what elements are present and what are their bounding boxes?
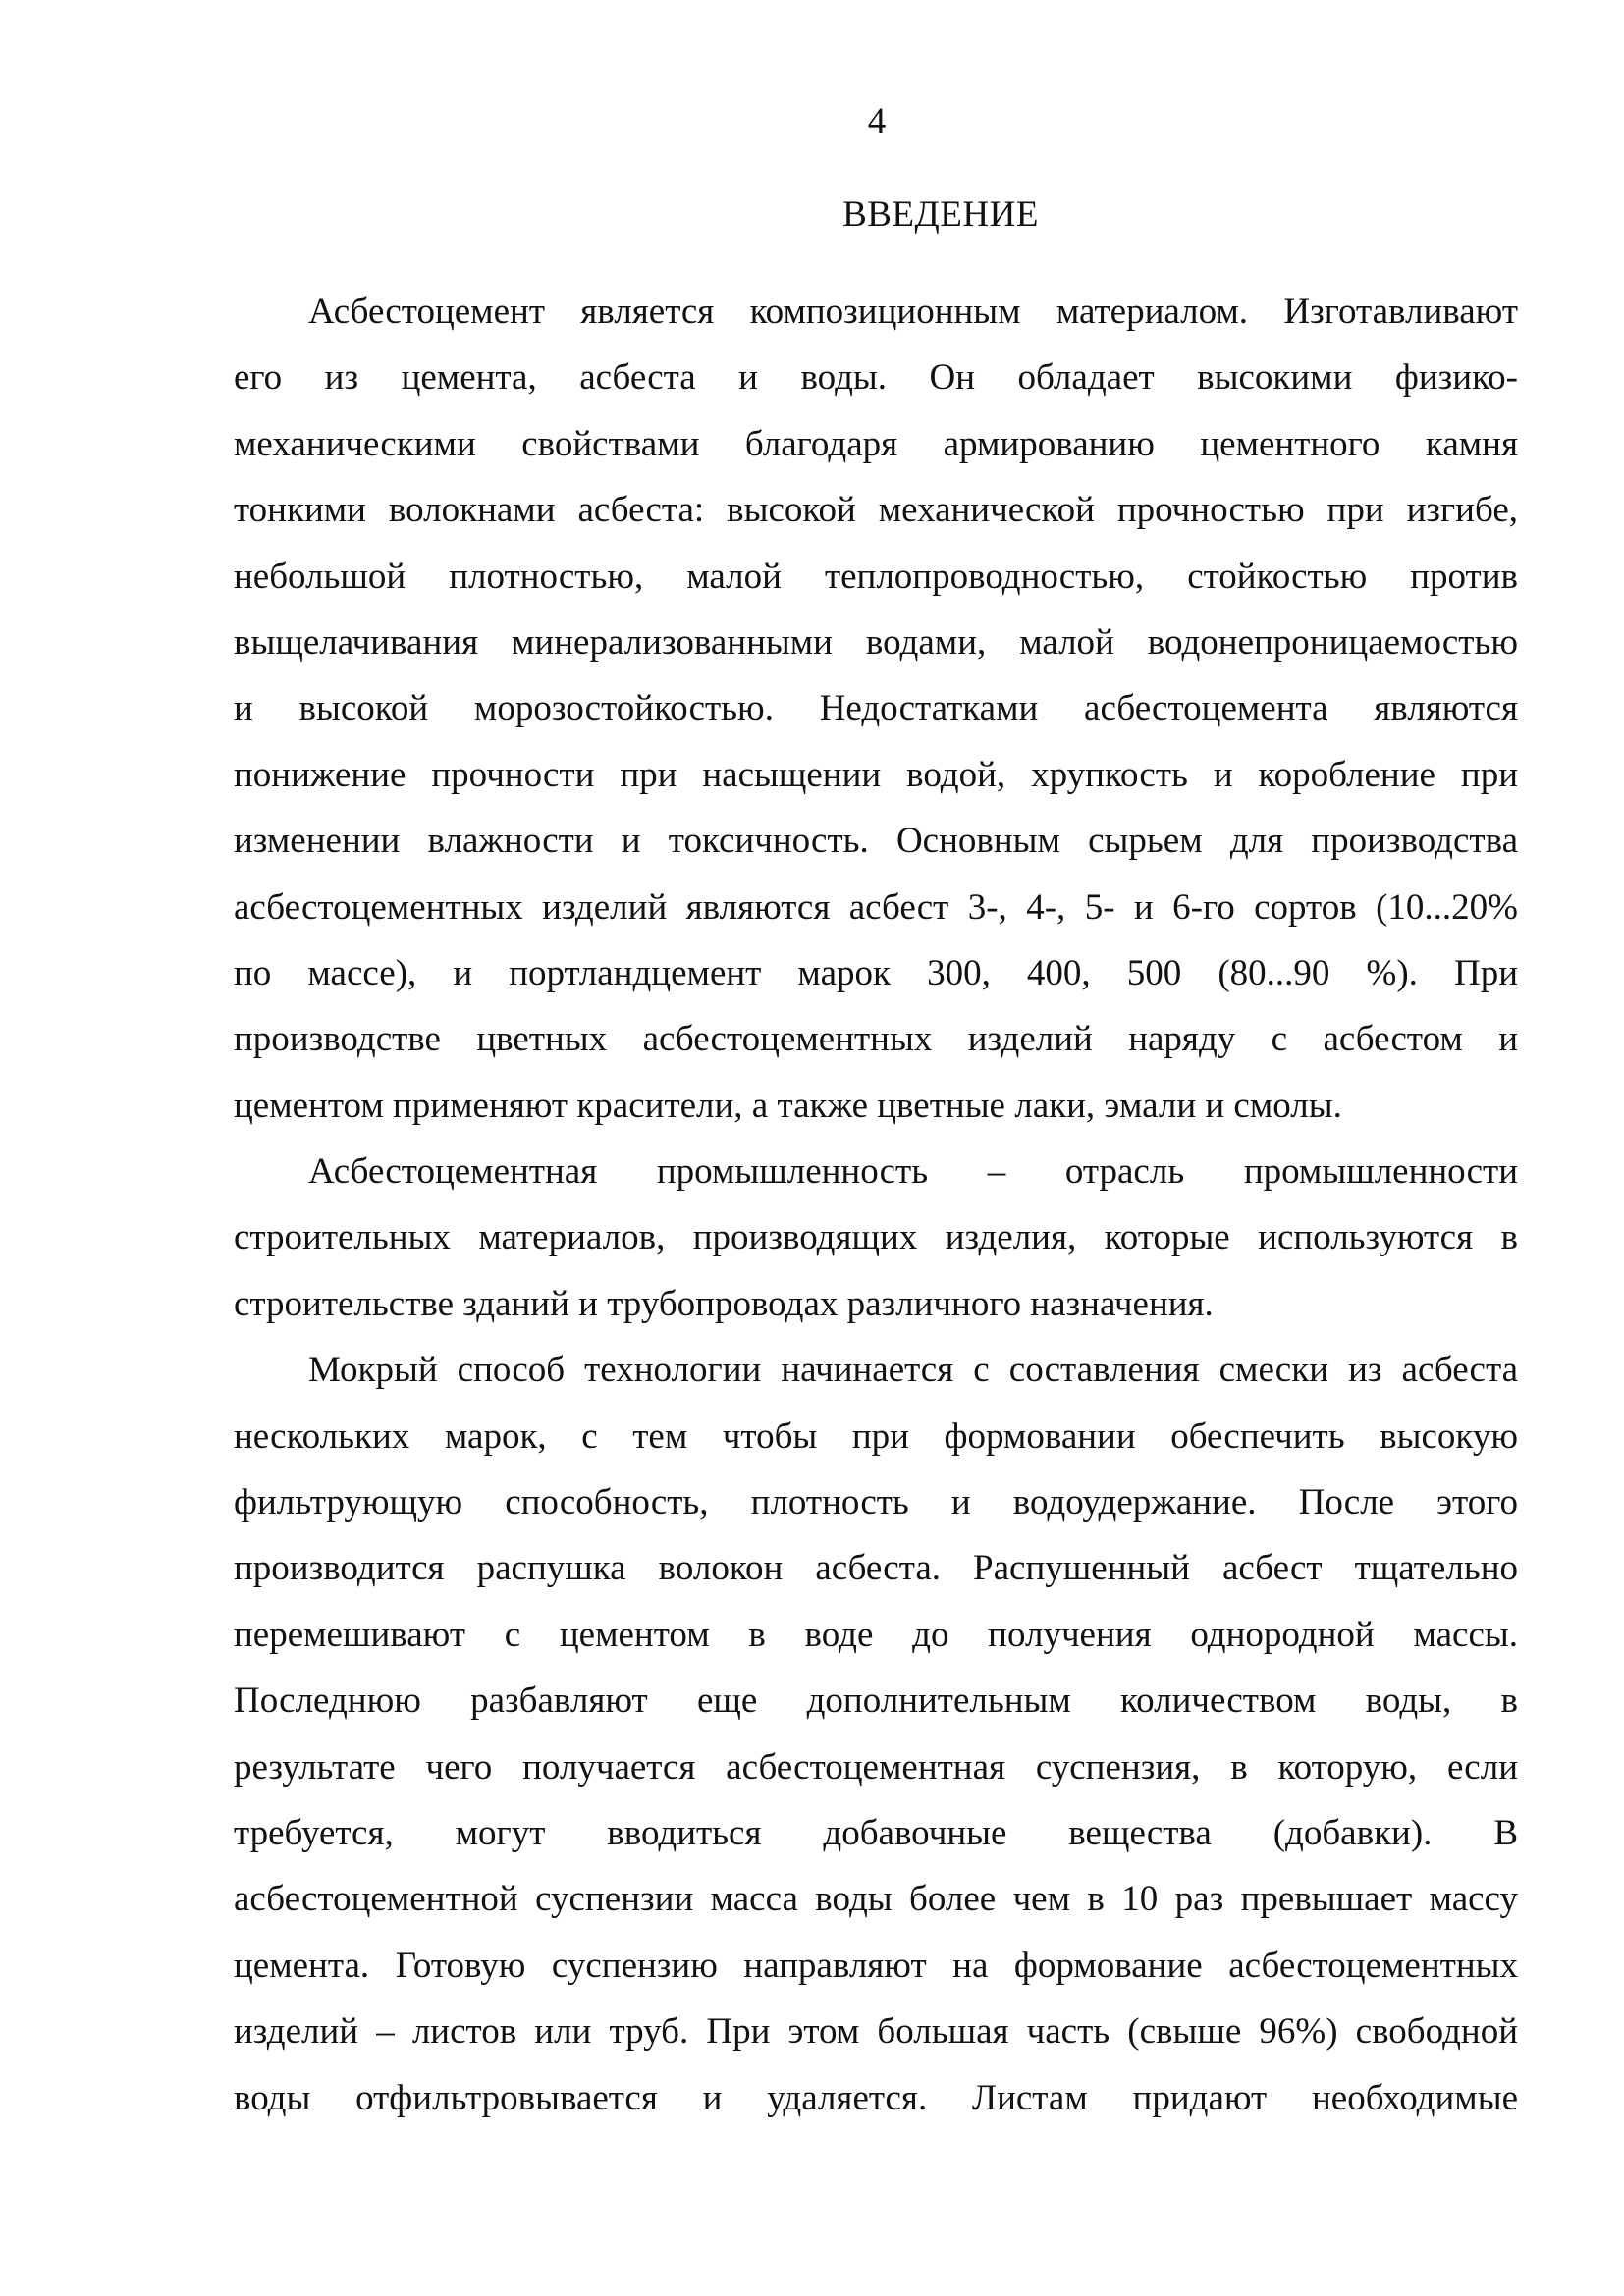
text-line: изменении влажности и токсичность. Основным сырьем для производства [234,821,1518,862]
text-line: небольшой плотностью, малой теплопроводностью, стойкостью против [234,556,1518,597]
text-line: выщелачивания минерализованными водами, малой водонепроницаемостью [234,621,1518,663]
page-number: 4 [867,101,887,141]
text-line: фильтрующую способность, плотность и водоудержание. После этого [234,1482,1518,1523]
text-line: производстве цветных асбестоцементных изделий наряду с асбестом и [234,1019,1518,1060]
text-line: изделий – листов или труб. При этом большая часть (свыше 96%) свободной [234,2011,1518,2053]
text-line: Последнюю разбавляют еще дополнительным количеством воды, в [234,1681,1518,1722]
text-line: механическими свойствами благодаря армированию цементного камня [234,423,1518,464]
text-line: по массе), и портландцемент марок 300, 400, 500 (80...90 %). При [234,952,1518,993]
section-heading: ВВЕДЕНИЕ [842,194,1039,235]
text-line: его из цемента, асбеста и воды. Он обладает высокими физико- [234,357,1518,399]
text-line: цемента. Готовую суспензию направляют на формование асбестоцементных [234,1945,1518,1986]
text-line: перемешивают с цементом в воде до получения однородной массы. [234,1614,1518,1655]
text-line: Асбестоцемент является композиционным материалом. Изготавливают [308,292,1518,332]
text-line: асбестоцементных изделий являются асбест 3-, 4-, 5- и 6-го сортов (10...20% [234,886,1518,928]
text-line: производится распушка волокон асбеста. Распушенный асбест тщательно [234,1548,1518,1589]
text-line: и высокой морозостойкостью. Недостатками асбестоцемента являются [234,688,1518,729]
text-line: результате чего получается асбестоцементная суспензия, в которую, если [234,1746,1518,1788]
text-line: асбестоцементной суспензии масса воды более чем в 10 раз превышает массу [234,1879,1518,1920]
text-line: тонкими волокнами асбеста: высокой механической прочностью при изгибе, [234,490,1518,531]
text-line: строительных материалов, производящих изделия, которые используются в [234,1217,1518,1258]
text-line: понижение прочности при насыщении водой, хрупкость и коробление при [234,754,1518,795]
body-text [234,279,1518,2131]
text-line: нескольких марок, с тем чтобы при формовании обеспечить высокую [234,1415,1518,1457]
text-line: строительстве зданий и трубопроводах различного назначения. [234,1283,1214,1324]
text-line: требуется, могут вводиться добавочные вещества (добавки). В [234,1812,1518,1853]
text-line: Мокрый способ технологии начинается с составления смески из асбеста [308,1350,1518,1391]
text-line: цементом применяют красители, а также цветные лаки, эмали и смолы. [234,1085,1342,1126]
text-line: Асбестоцементная промышленность – отрасль промышленности [308,1151,1518,1193]
text-line: воды отфильтровывается и удаляется. Листам придают необходимые [234,2077,1518,2118]
